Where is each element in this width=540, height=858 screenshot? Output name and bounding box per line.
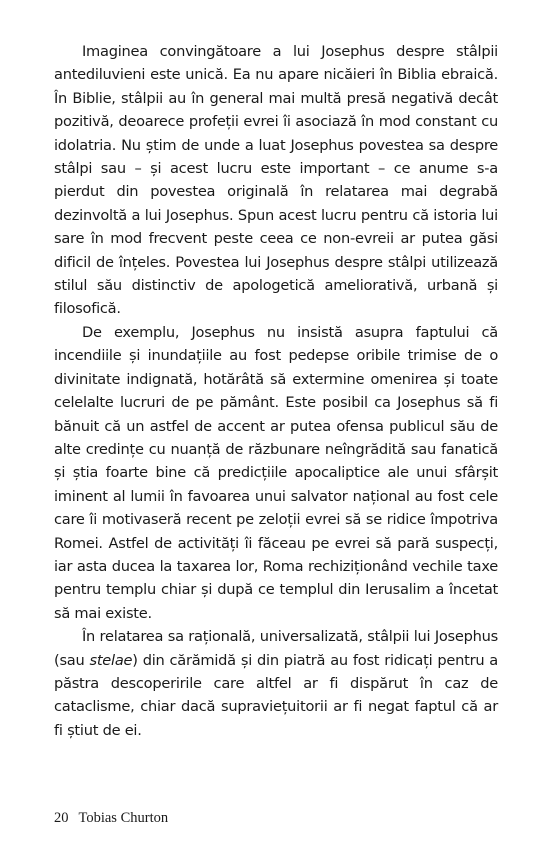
paragraph-3-text-b: ) din cărămidă și din piatră au fost ridicați pentru a păstra descoperirile care altfel ar fi dispărut în caz de cataclisme, chiar dacă supraviețuitorii ar fi negat faptul că ar fi știut de ei. <box>54 651 498 739</box>
page-footer <box>54 810 168 827</box>
page-number: 20 <box>54 810 69 826</box>
italic-term-stelae: stelae <box>89 651 133 669</box>
body-text <box>54 40 498 742</box>
paragraph-2: De exemplu, Josephus nu insistă asupra faptului că incendiile și inundațiile au fost pedepse oribile trimise de o divinitate indignată, hotărâtă să extermine omenirea și toate celelalte lucruri de pe pământ. Este posibil ca Josephus să fi bănuit că un astfel de accent ar putea ofensa publicul său de alte credințe cu nuanță de răzbunare neîngrădită sau fanatică și știa foarte bine că predicțiile apocaliptice ale unui sfârșit iminent al lumii în favoarea unui salvator național au fost cele care îi motivaseră recent pe zeloții evrei să se ridice împotriva Romei. Astfel de activități îi făceau pe evrei să pară suspecți, iar asta ducea la taxarea lor, Roma rechiziționând vechile taxe pentru templu chiar și după ce templul din Ierusalim a încetat să mai existe. <box>54 323 498 622</box>
running-footer-author: Tobias Churton <box>78 810 169 826</box>
paragraph-3 <box>54 625 498 742</box>
paragraph-3-text-a: În relatarea sa rațională, universalizată, stâlpii lui Josephus (sau <box>54 628 498 669</box>
paragraph-1: Imaginea convingătoare a lui Josephus despre stâlpii antediluvieni este unică. Ea nu apare nicăieri în Biblia ebraică. În Biblie, stâlpii au în general mai multă presă negativă decât pozitivă, deoarece profeții evrei îi asociază în mod constant cu idolatria. Nu știm de unde a luat Josephus povestea sa despre stâlpi sau – și acest lucru este important – ce anume s-a pierdut din povestea originală în relatarea mai degrabă dezinvoltă a lui Josephus. Spun acest lucru pentru că istoria lui sare în mod frecvent peste ceea ce non-evreii ar putea găsi dificil de înțeles. Povestea lui Josephus despre stâlpi utilizează stilul său distinctiv de apologetică ameliorativă, urbană și filosofică. <box>54 43 498 318</box>
